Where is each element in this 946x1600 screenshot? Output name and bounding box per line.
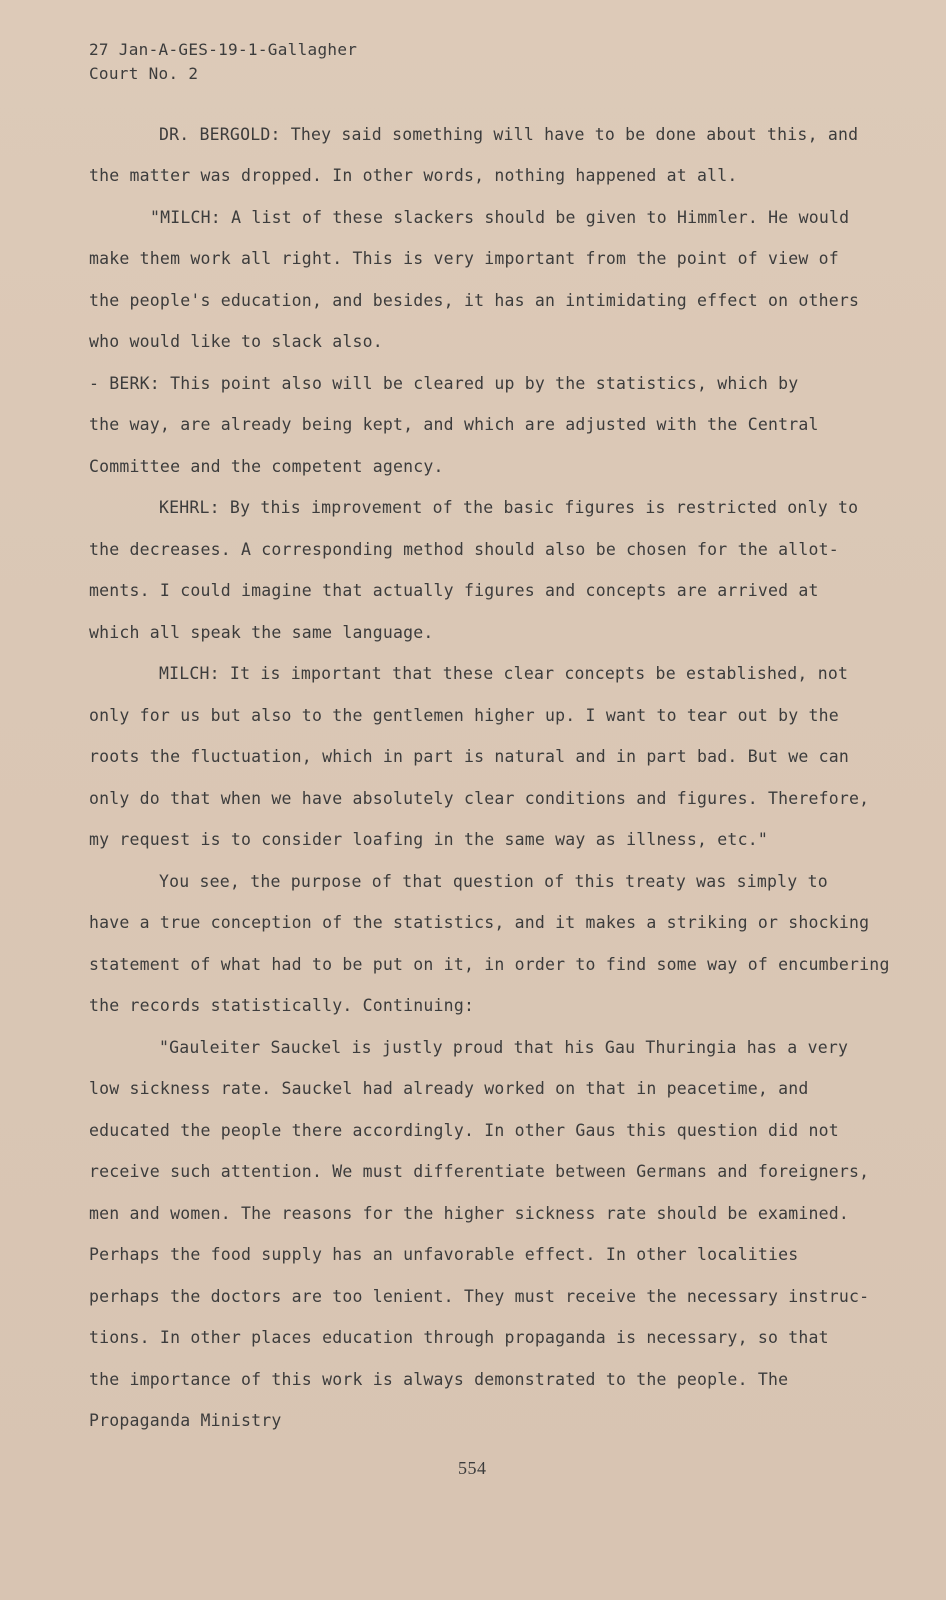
text-line: only do that when we have absolutely clear conditions and figures. Therefore, xyxy=(89,789,870,808)
text-line: - BERK: This point also will be cleared up by the statistics, which by xyxy=(89,374,799,393)
text-line: have a true conception of the statistics, and it makes a striking or shocking xyxy=(89,913,870,932)
text-line: Propaganda Ministry xyxy=(89,1411,282,1430)
text-line: roots the fluctuation, which in part is natural and in part bad. But we can xyxy=(89,747,850,766)
text-line: ments. I could imagine that actually figures and concepts are arrived at xyxy=(89,581,819,600)
text-line: Committee and the competent agency. xyxy=(89,457,444,476)
text-line: the importance of this work is always demonstrated to the people. The xyxy=(89,1370,789,1389)
text-line: the people's education, and besides, it has an intimidating effect on others xyxy=(89,291,860,310)
text-line: Perhaps the food supply has an unfavorable effect. In other localities xyxy=(89,1245,799,1264)
text-line: which all speak the same language. xyxy=(89,623,434,642)
text-line: the decreases. A corresponding method should also be chosen for the allot- xyxy=(89,540,839,559)
text-line: the records statistically. Continuing: xyxy=(89,996,475,1015)
text-line: tions. In other places education through propaganda is necessary, so that xyxy=(89,1328,829,1347)
text-line: the way, are already being kept, and which are adjusted with the Central xyxy=(89,415,819,434)
text-line: educated the people there accordingly. In other Gaus this question did not xyxy=(89,1121,839,1140)
text-line: low sickness rate. Sauckel had already worked on that in peacetime, and xyxy=(89,1079,809,1098)
page-number: 554 xyxy=(458,1458,487,1478)
text-line: KEHRL: By this improvement of the basic figures is restricted only to xyxy=(159,498,859,517)
text-line: "Gauleiter Sauckel is justly proud that his Gau Thuringia has a very xyxy=(159,1038,849,1057)
text-line: You see, the purpose of that question of this treaty was simply to xyxy=(159,872,828,891)
case-reference: 27 Jan-A-GES-19-1-Gallagher xyxy=(89,40,358,59)
text-line: statement of what had to be put on it, in order to find some way of encumbering xyxy=(89,955,890,974)
text-line: DR. BERGOLD: They said something will have to be done about this, and xyxy=(159,125,859,144)
text-line: the matter was dropped. In other words, nothing happened at all. xyxy=(89,166,738,185)
text-line: MILCH: It is important that these clear concepts be established, not xyxy=(159,664,849,683)
text-line: receive such attention. We must differentiate between Germans and foreigners, xyxy=(89,1162,870,1181)
text-line: "MILCH: A list of these slackers should be given to Himmler. He would xyxy=(150,208,850,227)
text-line: who would like to slack also. xyxy=(89,332,383,351)
text-line: make them work all right. This is very important from the point of view of xyxy=(89,249,839,268)
text-line: men and women. The reasons for the higher sickness rate should be examined. xyxy=(89,1204,850,1223)
text-line: perhaps the doctors are too lenient. They must receive the necessary instruc- xyxy=(89,1287,870,1306)
text-line: only for us but also to the gentlemen higher up. I want to tear out by the xyxy=(89,706,839,725)
text-line: my request is to consider loafing in the same way as illness, etc." xyxy=(89,830,768,849)
court-number: Court No. 2 xyxy=(89,64,199,83)
document-header xyxy=(89,38,357,86)
